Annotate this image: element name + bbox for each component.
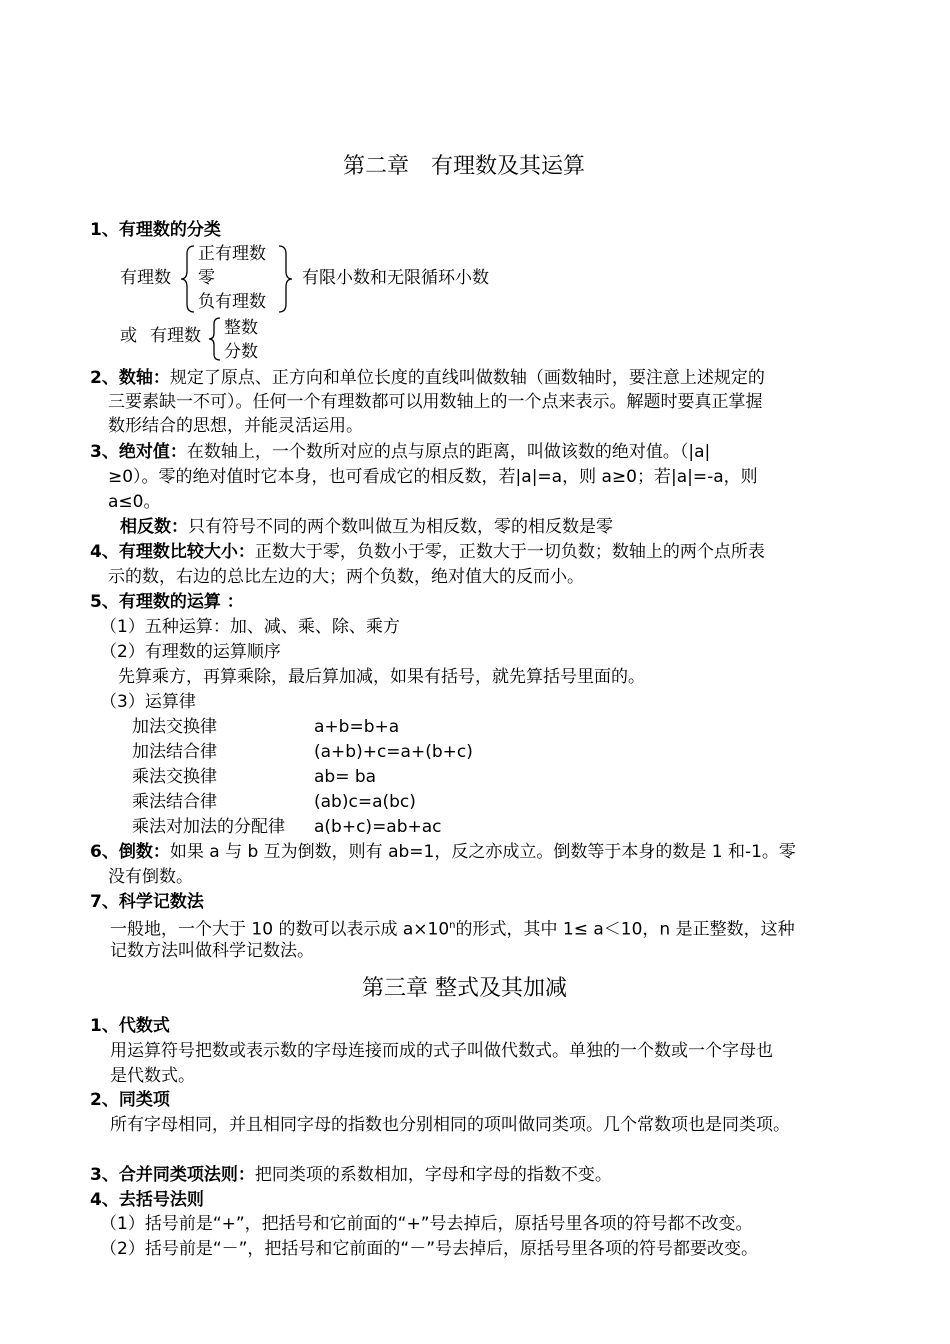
law-name: 乘法结合律 [132, 792, 217, 812]
ch3-section-2-line-1: 所有字母相同，并且相同字母的指数也分别相同的项叫做同类项。几个常数项也是同类项。 [110, 1115, 790, 1135]
definition-text: 正数大于零，负数小于零，正数大于一切负数；数轴上的两个点所表 [254, 542, 765, 562]
law-name: 加法结合律 [132, 742, 217, 762]
section-number: 2、 [90, 368, 119, 388]
definition-text: 的形式，其中 1≤ a＜10，n 是正整数，这种 [455, 919, 795, 940]
law-formula: a+b=b+a [314, 717, 400, 737]
section-5-heading: 5、有理数的运算 ： [90, 592, 244, 612]
section-3-line-1 [90, 440, 710, 464]
section-7-line-1 [110, 914, 795, 942]
law-name: 乘法交换律 [132, 767, 217, 787]
section-3-line-2: ≥0）。零的绝对值时它本身，也可看成它的相反数，若|a|=a，则 a≥0；若|a|=-a，则 [108, 467, 758, 487]
law-formula: (a+b)+c=a+(b+c) [314, 742, 473, 762]
section-6-line-2: 没有倒数。 [108, 867, 193, 887]
classification-item: 分数 [224, 342, 258, 362]
section-2-line-1 [90, 366, 765, 390]
section-7-heading: 7、科学记数法 [90, 892, 204, 912]
law-name: 加法交换律 [132, 717, 217, 737]
classification-label: 有理数 [120, 268, 171, 288]
ch3-section-2-heading: 2、同类项 [90, 1090, 170, 1110]
definition-text: 如果 a 与 b 互为倒数，则有 ab=1，反之亦成立。倒数等于本身的数是 1 和-1。零 [169, 842, 796, 862]
term-opposite-number: 相反数： [120, 517, 188, 537]
section-number: 3、 [90, 442, 119, 462]
chapter-2-title: 第二章 有理数及其运算 [343, 154, 586, 179]
section-3-line-3: a≤0。 [108, 492, 161, 512]
classification-item: 正有理数 [198, 244, 266, 264]
law-formula: a(b+c)=ab+ac [314, 817, 442, 837]
definition-text: 只有符号不同的两个数叫做互为相反数，零的相反数是零 [188, 517, 613, 537]
section-2-line-2: 三要素缺一不可）。任何一个有理数都可以用数轴上的一个点来表示。解题时要真正掌握 [108, 392, 763, 412]
term-number-line: 数轴： [118, 368, 170, 388]
ch3-section-1-heading: 1、代数式 [90, 1016, 170, 1036]
section-number: 3、 [90, 1165, 119, 1185]
section-4-line-2: 示的数，右边的总比左边的大；两个负数，绝对值大的反而小。 [108, 567, 584, 587]
section-7-line-2: 记数方法叫做科学记数法。 [110, 941, 314, 961]
term-reciprocal: 倒数： [118, 842, 170, 862]
exponent: n [449, 920, 456, 931]
operations-point-2: （2）有理数的运算顺序 [100, 642, 281, 662]
ch3-section-1-line-1: 用运算符号把数或表示数的字母连接而成的式子叫做代数式。单独的一个数或一个字母也 [110, 1041, 773, 1061]
classification-item: 负有理数 [198, 292, 266, 312]
law-formula: (ab)c=a(bc) [314, 792, 416, 812]
classification-or: 或 [120, 326, 137, 346]
operations-order-text: 先算乘方，再算乘除，最后算加减，如果有括号，就先算括号里面的。 [118, 667, 645, 687]
section-1-heading: 1、有理数的分类 [90, 220, 221, 240]
section-number: 6、 [90, 842, 119, 862]
right-brace-icon [277, 244, 293, 314]
definition-text: 规定了原点、正方向和单位长度的直线叫做数轴（画数轴时，要注意上述规定的 [169, 368, 765, 388]
ch3-rule-2: （2）括号前是“－”，把括号和它前面的“－”号去掉后，原括号里各项的符号都要改变。 [100, 1239, 759, 1259]
ch3-section-3-line [90, 1163, 612, 1187]
definition-text: 一般地，一个大于 10 的数可以表示成 a×10 [110, 919, 450, 940]
left-brace-icon [208, 316, 222, 362]
operations-point-1: （1）五种运算：加、减、乘、除、乘方 [100, 617, 400, 637]
classification-label: 有理数 [150, 326, 201, 346]
ch3-rule-1: （1）括号前是“+”，把括号和它前面的“+”号去掉后，原括号里各项的符号都不改变。 [100, 1214, 753, 1234]
term-combine: 合并同类项法则： [118, 1165, 255, 1185]
law-formula: ab= ba [314, 767, 377, 787]
operations-point-3: （3）运算律 [100, 692, 196, 712]
law-name: 乘法对加法的分配律 [132, 817, 285, 837]
section-6-line-1 [90, 840, 796, 864]
chapter-3-title: 第三章 整式及其加减 [362, 976, 567, 1001]
definition-text: 在数轴上，一个数所对应的点与原点的距离，叫做该数的绝对值。（|a| [186, 442, 711, 462]
term-compare: 有理数比较大小： [118, 542, 255, 562]
ch3-section-1-line-2: 是代数式。 [110, 1066, 195, 1086]
section-4-line-1 [90, 540, 765, 564]
ch3-section-4-heading: 4、去括号法则 [90, 1190, 204, 1210]
left-brace-icon [180, 244, 196, 314]
classification-item: 零 [198, 268, 215, 288]
section-number: 4、 [90, 542, 119, 562]
term-absolute-value: 绝对值： [118, 442, 187, 462]
opposite-number-line [120, 515, 613, 539]
classification-note: 有限小数和无限循环小数 [302, 268, 489, 288]
definition-text: 把同类项的系数相加，字母和字母的指数不变。 [254, 1165, 612, 1185]
classification-item: 整数 [224, 318, 258, 338]
section-2-line-3: 数形结合的思想，并能灵活运用。 [108, 416, 363, 436]
